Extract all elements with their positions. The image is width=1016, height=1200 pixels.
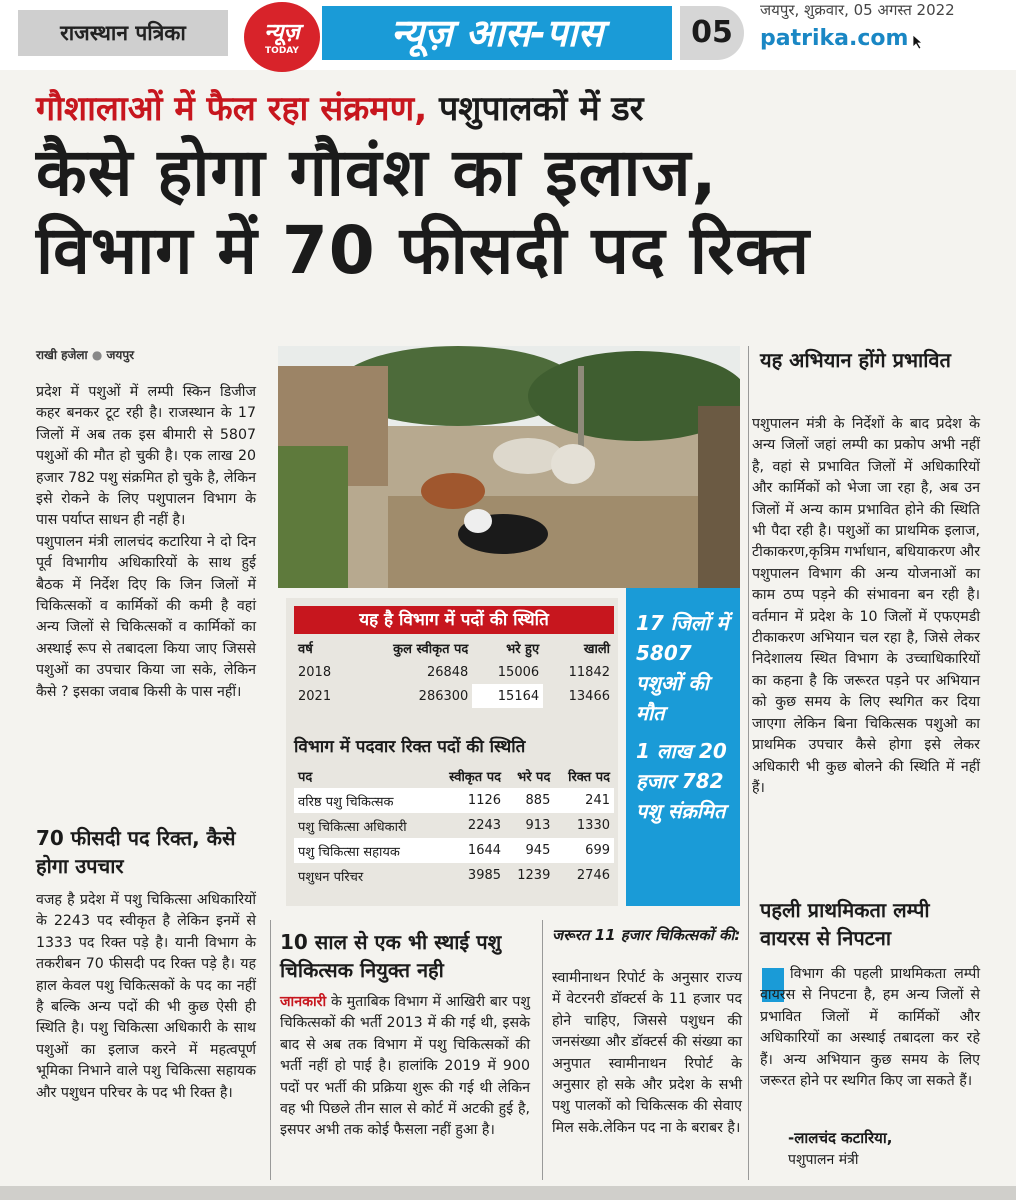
- table-cell: 26848: [426, 664, 469, 680]
- cattle-photo: [278, 346, 740, 588]
- subheading: यह अभियान होंगे प्रभावित: [760, 348, 951, 372]
- table-cell: 699: [554, 838, 614, 863]
- table-cell: 13466: [568, 688, 610, 704]
- kicker-headline: [36, 84, 644, 130]
- article-column-1: [36, 382, 256, 703]
- newspaper-brand: राजस्थान पत्रिका: [18, 10, 228, 56]
- main-headline: [36, 134, 986, 290]
- table-cell: 945: [505, 838, 554, 863]
- table-cell: 15006: [497, 664, 540, 680]
- table-cell: 11842: [568, 664, 610, 680]
- table-cell: 15164: [472, 684, 543, 708]
- kicker-rest: पशुपालकों में डर: [427, 89, 644, 129]
- bullet-icon: ●: [91, 348, 103, 362]
- mouse-cursor-icon: [912, 34, 924, 54]
- subheading: 70 फीसदी पद रिक्त, कैसे होगा उपचार: [36, 826, 236, 878]
- table-cell: 286300: [418, 688, 469, 704]
- table-cell: पशु चिकित्सा सहायक: [294, 838, 433, 863]
- section-title: न्यूज़ आस-पास: [322, 6, 672, 60]
- story2-lead: जानकारी: [280, 994, 327, 1010]
- website-link[interactable]: patrika.com: [760, 26, 909, 51]
- table-cell: 913: [525, 818, 551, 833]
- table-cell: 2243: [467, 818, 502, 833]
- column-header: स्वीकृत पद: [449, 770, 502, 785]
- quote-attribution: -लालचंद कटारिया,: [788, 1129, 893, 1147]
- table-cell: पशुधन परिचर: [298, 869, 364, 885]
- table-cell: 2021: [298, 688, 332, 704]
- story2-headline: 10 साल से एक भी स्थाई पशु चिकित्सक नियुक्त नही: [280, 930, 502, 982]
- table-cell: 241: [554, 788, 614, 813]
- paragraph: प्रदेश में पशुओं में लम्पी स्किन डिजीज कहर बनकर टूट रही है। राजस्थान के 17 जिलों में अब तक इस बीमारी से 5807 पशुओं की मौत हो चुकी है। एक लाख 20 हजार 782 पशु संक्रमित हो चुके है, लेकिन इसे रोकने के लिए पशुपालन विभाग के पास पर्याप्त साधन ही नहीं है।: [36, 384, 256, 529]
- byline-name: राखी हजेला: [36, 348, 88, 362]
- subheading: पहली प्राथमिकता लम्पी वायरस से निपटना: [760, 898, 930, 950]
- column-divider: [542, 920, 543, 1180]
- column-divider: [270, 920, 271, 1180]
- minister-quote: विभाग की पहली प्राथमिकता लम्पी वायरस से निपटना है, हम अन्य जिलों से प्रभावित जिलों में कार्मिकों और अधिकारियों का अस्थाई तबादला कर रहे हैं। अन्य अभियान कुछ समय के लिए जरूरत होने पर स्थगित किए जा सकते हैं।: [760, 966, 980, 1090]
- story3-body: स्वामीनाथन रिपोर्ट के अनुसार राज्य में वेटरनरी डॉक्टर्स के 11 हजार पद होने चाहिए, जिससे पशुधन की जनसंख्या और डॉक्टर्स की संख्या का अनुपात स्वामीनाथन रिपोर्ट के अनुसार हो सके और प्रदेश के सभी पशु पालकों को चिकित्सक की सेवाए मिल सके.लेकिन पद ना के बराबर है।: [552, 970, 742, 1136]
- table1-title: यह है विभाग में पदों की स्थिति: [294, 606, 614, 634]
- table-row: [294, 788, 614, 813]
- paragraph: वजह है प्रदेश में पशु चिकित्सा अधिकारियों के 2243 पद स्वीकृत है लेकिन इनमें से 1333 पद रिक्त पड़े है। यानी विभाग के तकरीबन 70 फीसदी पद रिक्त पड़े है। यह हाल केवल पशु चिकित्सकों के पद का नहीं है बल्कि अन्य पदों की भी कुछ ऐसी ही स्थिति है। पशु चिकित्सा अधिकारी के साथ पशुओं का इलाज करने में महत्वपूर्ण भूमिका निभाने वाले पशु चिकित्सा सहायक और पशुधन परिचर के पद भी रिक्त है।: [36, 892, 256, 1101]
- logo-text: न्यूज़: [264, 20, 300, 45]
- byline: [36, 346, 134, 363]
- vacant-posts-table: [294, 764, 614, 888]
- column-header: पद: [298, 770, 313, 785]
- column-header: भरे हुए: [506, 642, 540, 657]
- fact-deaths: 17 जिलों में 5807 पशुओं की मौत: [636, 611, 729, 725]
- table-cell: 3985: [467, 868, 502, 883]
- kicker-red: गौशालाओं में फैल रहा संक्रमण,: [36, 89, 428, 129]
- column-header: वर्ष: [298, 642, 313, 657]
- table-row: [294, 684, 614, 708]
- column-header: खाली: [583, 642, 610, 657]
- table-cell: 2018: [298, 664, 332, 680]
- page-number: 05: [680, 6, 744, 60]
- paragraph: पशुपालन मंत्री लालचंद कटारिया ने दो दिन पूर्व विभागीय अधिकारियों के साथ हुई बैठक में निर्देश दिए कि जिन जिलों में चिकित्सकों व कार्मिकों की कमी है वहां अन्य जिलों से चिकित्सकों व कार्मिकों का अस्थाई रूप से तबादला किया जाए जिससे पशुओं का उपचार किया जा सके, लेकिन कैसे ? इसका जवाब किसी के पास नहीं।: [36, 533, 256, 700]
- table-cell: पशु चिकित्सा अधिकारी: [298, 819, 407, 835]
- posts-status-table: [294, 636, 614, 708]
- article-column-3: पशुपालन मंत्री के निर्देशों के बाद प्रदेश के अन्य जिलों जहां लम्पी का प्रकोप अभी नहीं है, वहां से प्रभावित जिलों में अधिकारियों और कार्मिकों को भेजा जा रहा है, अब उन जिलों में अन्य काम प्रभावित होने की स्थिति भी पैदा रही है। पशुओं का प्राथमिक इलाज, टीकाकरण,कृत्रिम गर्भाधान, बधियाकरण और पशुपालन विभाग की अन्य योजनाओं का काम ठप्प पड़ने की संभावना बन रही है। वर्तमान में प्रदेश के 10 जिलों में एफएमडी टीकाकरण अभियान चल रहा है, जिसे लेकर निदेशालय स्थित विभाग के उच्चाधिकारियों का कहना है कि जरूरत पड़ने पर अभियान को कुछ समय के लिए स्थगित कर दिया जाएगा लेकिन बिना चिकित्सक पशुओ का प्राथमिक उपचार कैसे होगा इसे लेकर अधिकारी भी कुछ बोलने की स्थिति में नहीं हैं।: [752, 416, 980, 796]
- story3-headline: जरूरत 11 हजार चिकित्सकों की:: [552, 926, 741, 944]
- quote-designation: पशुपालन मंत्री: [788, 1152, 859, 1168]
- headline-line-1: कैसे होगा गौवंश का इलाज,: [36, 134, 718, 211]
- bottom-strip: [0, 1186, 1016, 1200]
- table-cell: वरिष्ठ पशु चिकित्सक: [294, 788, 433, 813]
- table-cell: 1239: [517, 868, 551, 883]
- table2-title: विभाग में पदवार रिक्त पदों की स्थिति: [294, 737, 526, 757]
- fact-box: [626, 588, 740, 906]
- byline-place: जयपुर: [106, 348, 135, 362]
- table-row: [294, 838, 614, 863]
- story2-body: [280, 992, 530, 1142]
- table-cell: 885: [505, 788, 554, 813]
- table-row: [294, 863, 614, 888]
- fact-infected: 1 लाख 20 हजार 782 पशु संक्रमित: [636, 739, 727, 823]
- table-cell: 1330: [576, 818, 610, 833]
- column-header: कुल स्वीकृत पद: [393, 642, 469, 657]
- table-cell: 1644: [433, 838, 505, 863]
- edition-date: जयपुर, शुक्रवार, 05 अगस्त 2022: [760, 1, 955, 19]
- column-header: भरे पद: [517, 770, 551, 785]
- table-row: [294, 660, 614, 684]
- story2-text: के मुताबिक विभाग में आखिरी बार पशु चिकित्सकों की भर्ती 2013 में की गई थी, इसके बाद से अब तक विभाग में पशु चिकित्सकों की भर्ती नहीं हो पाई है। हालांकि 2019 में 900 पदों पर भर्ती की प्रक्रिया शुरू की गई थी लेकिन वह भी पिछले तीन साल से कोर्ट में अटकी हुई है, इसपर अभी तक कोई फैसला नहीं हुआ है।: [280, 994, 530, 1139]
- table-cell: 1126: [433, 788, 505, 813]
- headline-line-2: विभाग में 70 फीसदी पद रिक्त: [36, 212, 810, 289]
- logo-subtext: TODAY: [265, 46, 299, 56]
- column-header: रिक्त पद: [568, 770, 610, 785]
- news-today-logo: [244, 2, 320, 72]
- table-row: [294, 813, 614, 838]
- column-divider: [748, 346, 749, 1180]
- table-cell: 2746: [576, 868, 610, 883]
